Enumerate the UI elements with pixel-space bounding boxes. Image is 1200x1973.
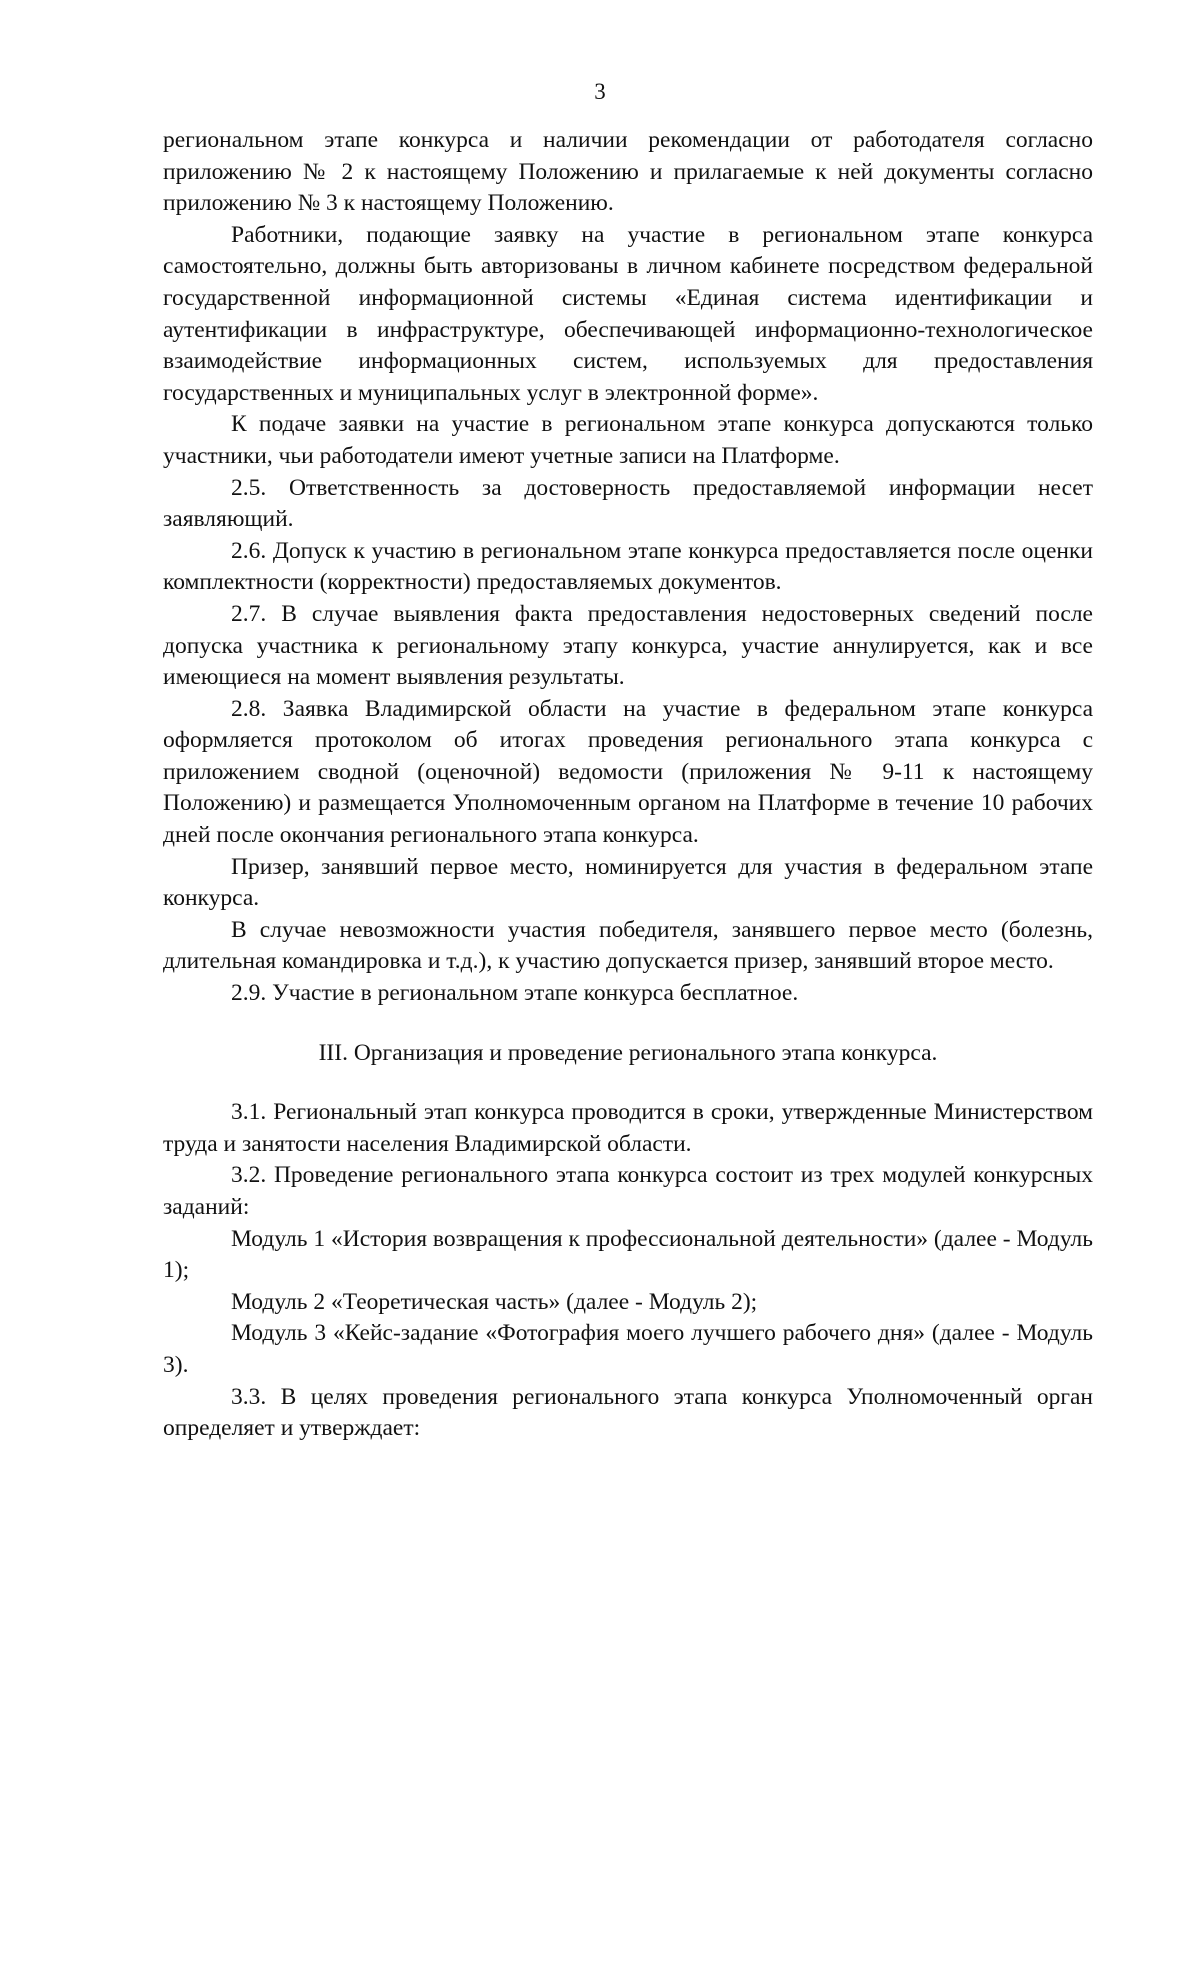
paragraph-continuation: региональном этапе конкурса и наличии рекомендации от работодателя согласно приложению № 2 к настоящему Положению и прилагаемые к ней документы согласно приложению № 3 к настоящему Положению. (163, 127, 1093, 217)
paragraph-runner-up: В случае невозможности участия победителя, занявшего первое место (болезнь, длительная командировка и т.д.), к участию допускается призер, занявший второе место. (163, 916, 1093, 975)
paragraph-2-6: 2.6. Допуск к участию в региональном этапе конкурса предоставляется после оценки комплектности (корректности) предоставляемых документов. (163, 537, 1093, 596)
module-3-item: Модуль 3 «Кейс-задание «Фотография моего лучшего рабочего дня» (далее - Модуль 3). (163, 1320, 1093, 1378)
paragraph-2-5: 2.5. Ответственность за достоверность предоставляемой информации несет заявляющий. (163, 474, 1093, 533)
paragraph-2-8: 2.8. Заявка Владимирской области на участие в федеральном этапе конкурса оформляется протоколом об итогах проведения регионального этапа конкурса с приложением сводной (оценочной) ведомости (приложения № 9-11 к настоящему Положению) и размещается Уполномоченным органом на Платформе в течение 10 рабочих дней после окончания регионального этапа конкурса. (163, 695, 1093, 849)
paragraph-3-1: 3.1. Региональный этап конкурса проводится в сроки, утвержденные Министерством труда и занятости населения Владимирской области. (163, 1099, 1093, 1157)
module-1-item: Модуль 1 «История возвращения к профессиональной деятельности» (далее - Модуль 1); (163, 1225, 1093, 1284)
document-body (163, 125, 1093, 1445)
paragraph-2-9: 2.9. Участие в региональном этапе конкурса бесплатное. (231, 980, 799, 1007)
page-number: 3 (594, 79, 606, 104)
section-heading-iii: III. Организация и проведение регионального этапа конкурса. (318, 1039, 938, 1066)
paragraph-admission-platform: К подаче заявки на участие в региональном этапе конкурса допускаются только участники, чьи работодатели имеют учетные записи на Платформе. (163, 411, 1093, 469)
paragraph-3-3: 3.3. В целях проведения регионального этапа конкурса Уполномоченный орган определяет и утверждает: (163, 1383, 1093, 1442)
paragraph-winner-nomination: Призер, занявший первое место, номинируется для участия в федеральном этапе конкурса. (163, 853, 1093, 912)
module-2-item: Модуль 2 «Теоретическая часть» (далее - Модуль 2); (231, 1288, 758, 1315)
paragraph-workers-authorization: Работники, подающие заявку на участие в региональном этапе конкурса самостоятельно, должны быть авторизованы в личном кабинете посредством федеральной государственной информационной системы «Единая система идентификации и аутентификации в инфраструктуре, обеспечивающей информационно-технологическое взаимодействие информационных систем, используемых для предоставления государственных и муниципальных услуг в электронной форме». (163, 221, 1093, 406)
paragraph-3-2: 3.2. Проведение регионального этапа конкурса состоит из трех модулей конкурсных заданий: (163, 1162, 1093, 1220)
paragraph-2-7: 2.7. В случае выявления факта предоставления недостоверных сведений после допуска участника к региональному этапу конкурса, участие аннулируется, как и все имеющиеся на момент выявления результаты. (163, 600, 1093, 691)
